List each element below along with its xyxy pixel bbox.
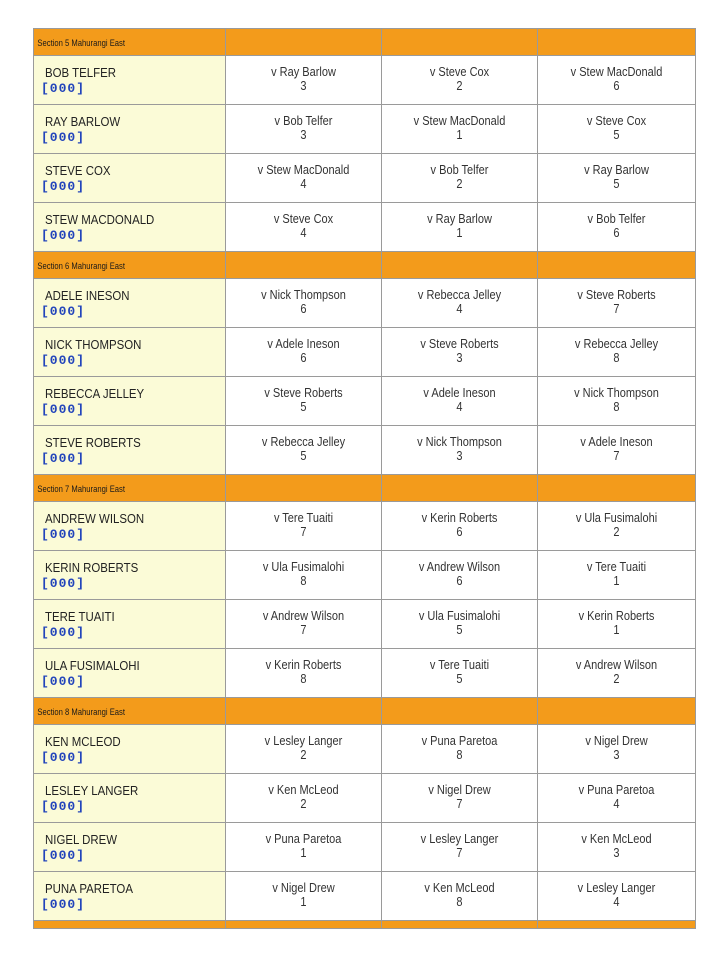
match-round: 2 [613,672,620,686]
player-name: NICK THOMPSON [45,337,142,352]
player-score: [000] [41,897,86,912]
player-row [34,377,696,426]
match-round: 2 [456,79,463,93]
section-title: Section 7 Mahurangi East [37,484,126,494]
match-cell [538,279,696,328]
section-header-row [34,475,696,502]
match-cell [382,377,538,426]
match-round: 4 [456,302,463,316]
section-header-cell [538,921,696,929]
match-opponent: v Adele Ineson [423,386,496,400]
match-round: 3 [456,351,463,365]
match-opponent: v Puna Paretoa [578,783,655,797]
match-opponent: v Ula Fusimalohi [262,560,345,574]
section-header-cell [226,475,382,502]
section-header-cell [226,921,382,929]
match-opponent: v Ula Fusimalohi [418,609,501,623]
section-header-cell [538,475,696,502]
match-round: 8 [613,400,620,414]
player-cell [34,203,226,252]
match-opponent: v Steve Roberts [420,337,499,351]
player-name: TERE TUAITI [45,609,115,624]
section-header-cell [34,921,226,929]
match-cell [382,823,538,872]
match-cell [382,154,538,203]
player-row [34,600,696,649]
match-cell [382,203,538,252]
match-cell [382,56,538,105]
match-cell [538,600,696,649]
match-opponent: v Adele Ineson [580,435,653,449]
player-cell [34,328,226,377]
match-round: 5 [456,623,463,637]
match-cell [226,154,382,203]
match-opponent: v Rebecca Jelley [261,435,346,449]
match-opponent: v Rebecca Jelley [417,288,502,302]
match-cell [538,105,696,154]
match-cell [226,649,382,698]
player-cell [34,551,226,600]
match-round: 8 [613,351,620,365]
match-round: 7 [300,623,307,637]
match-cell [538,56,696,105]
player-row [34,154,696,203]
player-name: REBECCA JELLEY [45,386,145,401]
section-header-cell [382,29,538,56]
section-header-cell [226,252,382,279]
match-round: 1 [613,574,620,588]
match-round: 3 [300,79,307,93]
match-cell [382,502,538,551]
match-cell [382,328,538,377]
player-name: PUNA PARETOA [45,881,133,896]
player-row [34,725,696,774]
section-header-cell [538,29,696,56]
match-cell [538,725,696,774]
match-opponent: v Nick Thompson [261,288,346,302]
match-opponent: v Rebecca Jelley [574,337,659,351]
match-opponent: v Adele Ineson [267,337,340,351]
match-round: 5 [613,177,620,191]
section-title: Section 8 Mahurangi East [37,707,126,717]
section-header-cell [538,252,696,279]
match-opponent: v Stew MacDonald [413,114,506,128]
match-cell [538,328,696,377]
player-score: [000] [41,625,86,640]
player-cell [34,872,226,921]
player-name: KERIN ROBERTS [45,560,139,575]
match-round: 5 [300,449,307,463]
section-header-cell [382,921,538,929]
match-cell [538,774,696,823]
match-cell [538,649,696,698]
player-score: [000] [41,402,86,417]
match-opponent: v Kerin Roberts [265,658,342,672]
match-cell [226,872,382,921]
player-name: ANDREW WILSON [45,511,145,526]
match-round: 1 [456,128,463,142]
player-name: NIGEL DREW [45,832,118,847]
match-round: 3 [613,748,620,762]
player-row [34,279,696,328]
match-cell [226,502,382,551]
player-score: [000] [41,750,86,765]
player-row [34,203,696,252]
match-round: 5 [456,672,463,686]
match-cell [226,377,382,426]
match-round: 7 [613,449,620,463]
match-opponent: v Nick Thompson [417,435,502,449]
section-header-cell [538,698,696,725]
player-score: [000] [41,451,86,466]
match-round: 2 [300,797,307,811]
player-cell [34,154,226,203]
match-opponent: v Steve Cox [273,212,334,226]
player-cell [34,600,226,649]
player-name: KEN MCLEOD [45,734,121,749]
match-cell [226,328,382,377]
match-round: 4 [300,177,307,191]
match-opponent: v Nick Thompson [574,386,659,400]
match-cell [538,823,696,872]
player-cell [34,426,226,475]
match-round: 6 [613,226,620,240]
match-cell [382,551,538,600]
section-header-row [34,698,696,725]
player-row [34,823,696,872]
match-round: 8 [456,748,463,762]
player-score: [000] [41,353,86,368]
section-title: Section 6 Mahurangi East [37,261,126,271]
player-row [34,774,696,823]
match-cell [382,774,538,823]
match-round: 8 [300,574,307,588]
player-score: [000] [41,799,86,814]
match-opponent: v Ken McLeod [581,832,652,846]
section-header-cell [34,252,226,279]
match-opponent: v Andrew Wilson [418,560,501,574]
player-name: STEVE COX [45,163,111,178]
match-opponent: v Andrew Wilson [262,609,345,623]
match-opponent: v Kerin Roberts [578,609,655,623]
match-round: 6 [613,79,620,93]
section-title: Section 5 Mahurangi East [37,38,126,48]
player-score: [000] [41,179,86,194]
match-opponent: v Kerin Roberts [421,511,498,525]
match-opponent: v Bob Telfer [430,163,489,177]
match-opponent: v Puna Paretoa [421,734,498,748]
section-header-cell [382,698,538,725]
player-score: [000] [41,848,86,863]
match-cell [226,823,382,872]
draw-table [33,28,696,929]
player-row [34,328,696,377]
match-cell [538,426,696,475]
player-score: [000] [41,674,86,689]
match-opponent: v Nigel Drew [428,783,491,797]
match-opponent: v Tere Tuaiti [429,658,490,672]
match-round: 2 [456,177,463,191]
match-opponent: v Ken McLeod [268,783,339,797]
match-opponent: v Stew MacDonald [257,163,350,177]
section-header-cell [382,475,538,502]
section-header-cell [382,252,538,279]
match-opponent: v Ray Barlow [271,65,336,79]
section-header-cell [34,29,226,56]
match-round: 8 [300,672,307,686]
player-cell [34,823,226,872]
match-round: 5 [300,400,307,414]
match-opponent: v Tere Tuaiti [273,511,334,525]
player-row [34,502,696,551]
player-score: [000] [41,527,86,542]
match-cell [382,105,538,154]
player-cell [34,502,226,551]
player-cell [34,774,226,823]
match-cell [226,279,382,328]
match-opponent: v Lesley Langer [577,881,656,895]
match-cell [382,600,538,649]
player-cell [34,105,226,154]
player-score: [000] [41,130,86,145]
match-round: 5 [613,128,620,142]
match-opponent: v Steve Cox [586,114,647,128]
match-opponent: v Andrew Wilson [575,658,658,672]
match-round: 3 [456,449,463,463]
player-cell [34,377,226,426]
match-round: 6 [456,525,463,539]
section-header-row-partial [34,921,696,929]
player-name: ULA FUSIMALOHI [45,658,140,673]
match-cell [382,649,538,698]
match-opponent: v Bob Telfer [587,212,646,226]
match-cell [538,872,696,921]
match-opponent: v Tere Tuaiti [586,560,647,574]
match-cell [226,774,382,823]
match-round: 3 [613,846,620,860]
match-opponent: v Bob Telfer [274,114,333,128]
match-round: 4 [300,226,307,240]
player-name: LESLEY LANGER [45,783,139,798]
player-row [34,105,696,154]
match-round: 1 [300,846,307,860]
match-round: 2 [613,525,620,539]
match-round: 7 [456,797,463,811]
match-cell [538,377,696,426]
match-cell [382,725,538,774]
player-row [34,426,696,475]
player-name: RAY BARLOW [45,114,121,129]
match-cell [226,105,382,154]
match-cell [382,426,538,475]
match-round: 6 [300,302,307,316]
player-row [34,872,696,921]
match-opponent: v Nigel Drew [272,881,335,895]
player-row [34,56,696,105]
player-name: STEVE ROBERTS [45,435,141,450]
player-cell [34,725,226,774]
match-cell [226,600,382,649]
match-cell [538,203,696,252]
section-header-row [34,252,696,279]
player-name: ADELE INESON [45,288,130,303]
player-name: BOB TELFER [45,65,117,80]
match-round: 1 [456,226,463,240]
match-round: 3 [300,128,307,142]
match-opponent: v Puna Paretoa [265,832,342,846]
match-round: 7 [613,302,620,316]
match-opponent: v Ray Barlow [584,163,649,177]
match-opponent: v Steve Roberts [577,288,656,302]
match-opponent: v Lesley Langer [420,832,499,846]
match-round: 6 [300,351,307,365]
match-round: 4 [613,895,620,909]
match-opponent: v Steve Roberts [264,386,343,400]
match-cell [226,725,382,774]
player-score: [000] [41,576,86,591]
player-row [34,551,696,600]
match-cell [538,154,696,203]
player-score: [000] [41,228,86,243]
player-score: [000] [41,304,86,319]
player-name: STEW MACDONALD [45,212,155,227]
section-header-cell [226,698,382,725]
player-cell [34,56,226,105]
match-opponent: v Stew MacDonald [570,65,663,79]
player-score: [000] [41,81,86,96]
match-round: 1 [300,895,307,909]
match-cell [226,551,382,600]
match-cell [226,56,382,105]
match-cell [226,203,382,252]
match-opponent: v Ken McLeod [424,881,495,895]
player-row [34,649,696,698]
match-cell [382,872,538,921]
match-round: 4 [613,797,620,811]
match-round: 4 [456,400,463,414]
match-round: 1 [613,623,620,637]
match-cell [538,551,696,600]
match-opponent: v Ula Fusimalohi [575,511,658,525]
section-header-cell [226,29,382,56]
player-cell [34,279,226,328]
player-cell [34,649,226,698]
draw-sheet [33,28,695,929]
section-header-cell [34,475,226,502]
match-opponent: v Ray Barlow [427,212,492,226]
match-round: 8 [456,895,463,909]
match-round: 7 [300,525,307,539]
match-cell [226,426,382,475]
match-round: 6 [456,574,463,588]
match-opponent: v Nigel Drew [585,734,648,748]
match-cell [538,502,696,551]
section-header-cell [34,698,226,725]
match-round: 7 [456,846,463,860]
match-cell [382,279,538,328]
match-opponent: v Steve Cox [429,65,490,79]
match-round: 2 [300,748,307,762]
draw-table-body [34,29,696,929]
match-opponent: v Lesley Langer [264,734,343,748]
section-header-row [34,29,696,56]
